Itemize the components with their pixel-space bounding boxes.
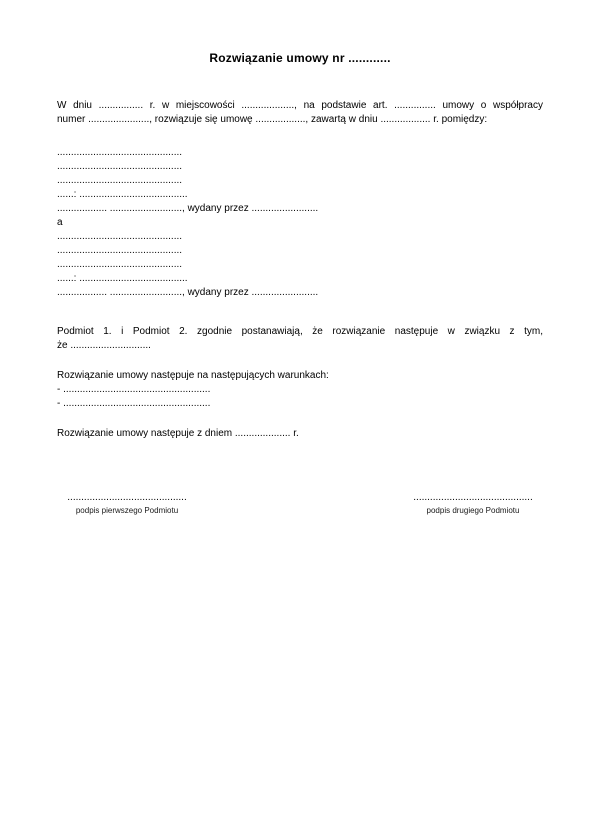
agreement-clause bbox=[57, 325, 543, 353]
party2-details bbox=[57, 230, 543, 300]
intro-line-2: numer ......................, rozwiązuje się umowę .................., zawartą w dniu .................. r. pomiędzy: bbox=[57, 114, 488, 125]
condition-item: - ..................................................... bbox=[57, 384, 211, 395]
signature-line-party1: ........................................... bbox=[67, 492, 187, 503]
signature-section bbox=[57, 491, 543, 517]
agreement-clause-line-2: że ............................. bbox=[57, 340, 151, 351]
party1-id-line: .................. .........................., wydany przez ........................ bbox=[57, 203, 319, 214]
signature-label-party2: podpis drugiego Podmiotu bbox=[426, 506, 520, 515]
party1-blank-line: ............................................. bbox=[57, 161, 183, 172]
intro-paragraph bbox=[57, 99, 543, 127]
party1-details bbox=[57, 146, 543, 216]
signature-line-party2: ........................................... bbox=[413, 492, 533, 503]
conditions-section bbox=[57, 369, 543, 411]
party2-id-line: .................. .........................., wydany przez ........................ bbox=[57, 287, 319, 298]
signature-block-party1 bbox=[57, 491, 197, 517]
party2-blank-line: ......: ....................................... bbox=[57, 273, 188, 284]
party1-blank-line: ......: ....................................... bbox=[57, 189, 188, 200]
party1-blank-line: ............................................. bbox=[57, 175, 183, 186]
party2-blank-line: ............................................. bbox=[57, 259, 183, 270]
conditions-heading: Rozwiązanie umowy następuje na następujących warunkach: bbox=[57, 370, 329, 381]
signature-label-party1: podpis pierwszego Podmiotu bbox=[75, 506, 179, 515]
document-title: Rozwiązanie umowy nr ............ bbox=[209, 51, 391, 65]
party2-blank-line: ............................................. bbox=[57, 231, 183, 242]
effective-date-clause: Rozwiązanie umowy następuje z dniem .................... r. bbox=[57, 428, 299, 439]
parties-separator: a bbox=[57, 217, 63, 228]
signature-block-party2 bbox=[403, 491, 543, 517]
party2-blank-line: ............................................. bbox=[57, 245, 183, 256]
intro-line-1: W dniu ................ r. w miejscowości ..................., na podstawie art. ............... umowy o współpracy bbox=[57, 100, 543, 111]
party1-blank-line: ............................................. bbox=[57, 147, 183, 158]
agreement-clause-line-1: Podmiot 1. i Podmiot 2. zgodnie postanawiają, że rozwiązanie następuje w związku z tym, bbox=[57, 326, 543, 337]
condition-item: - ..................................................... bbox=[57, 398, 211, 409]
